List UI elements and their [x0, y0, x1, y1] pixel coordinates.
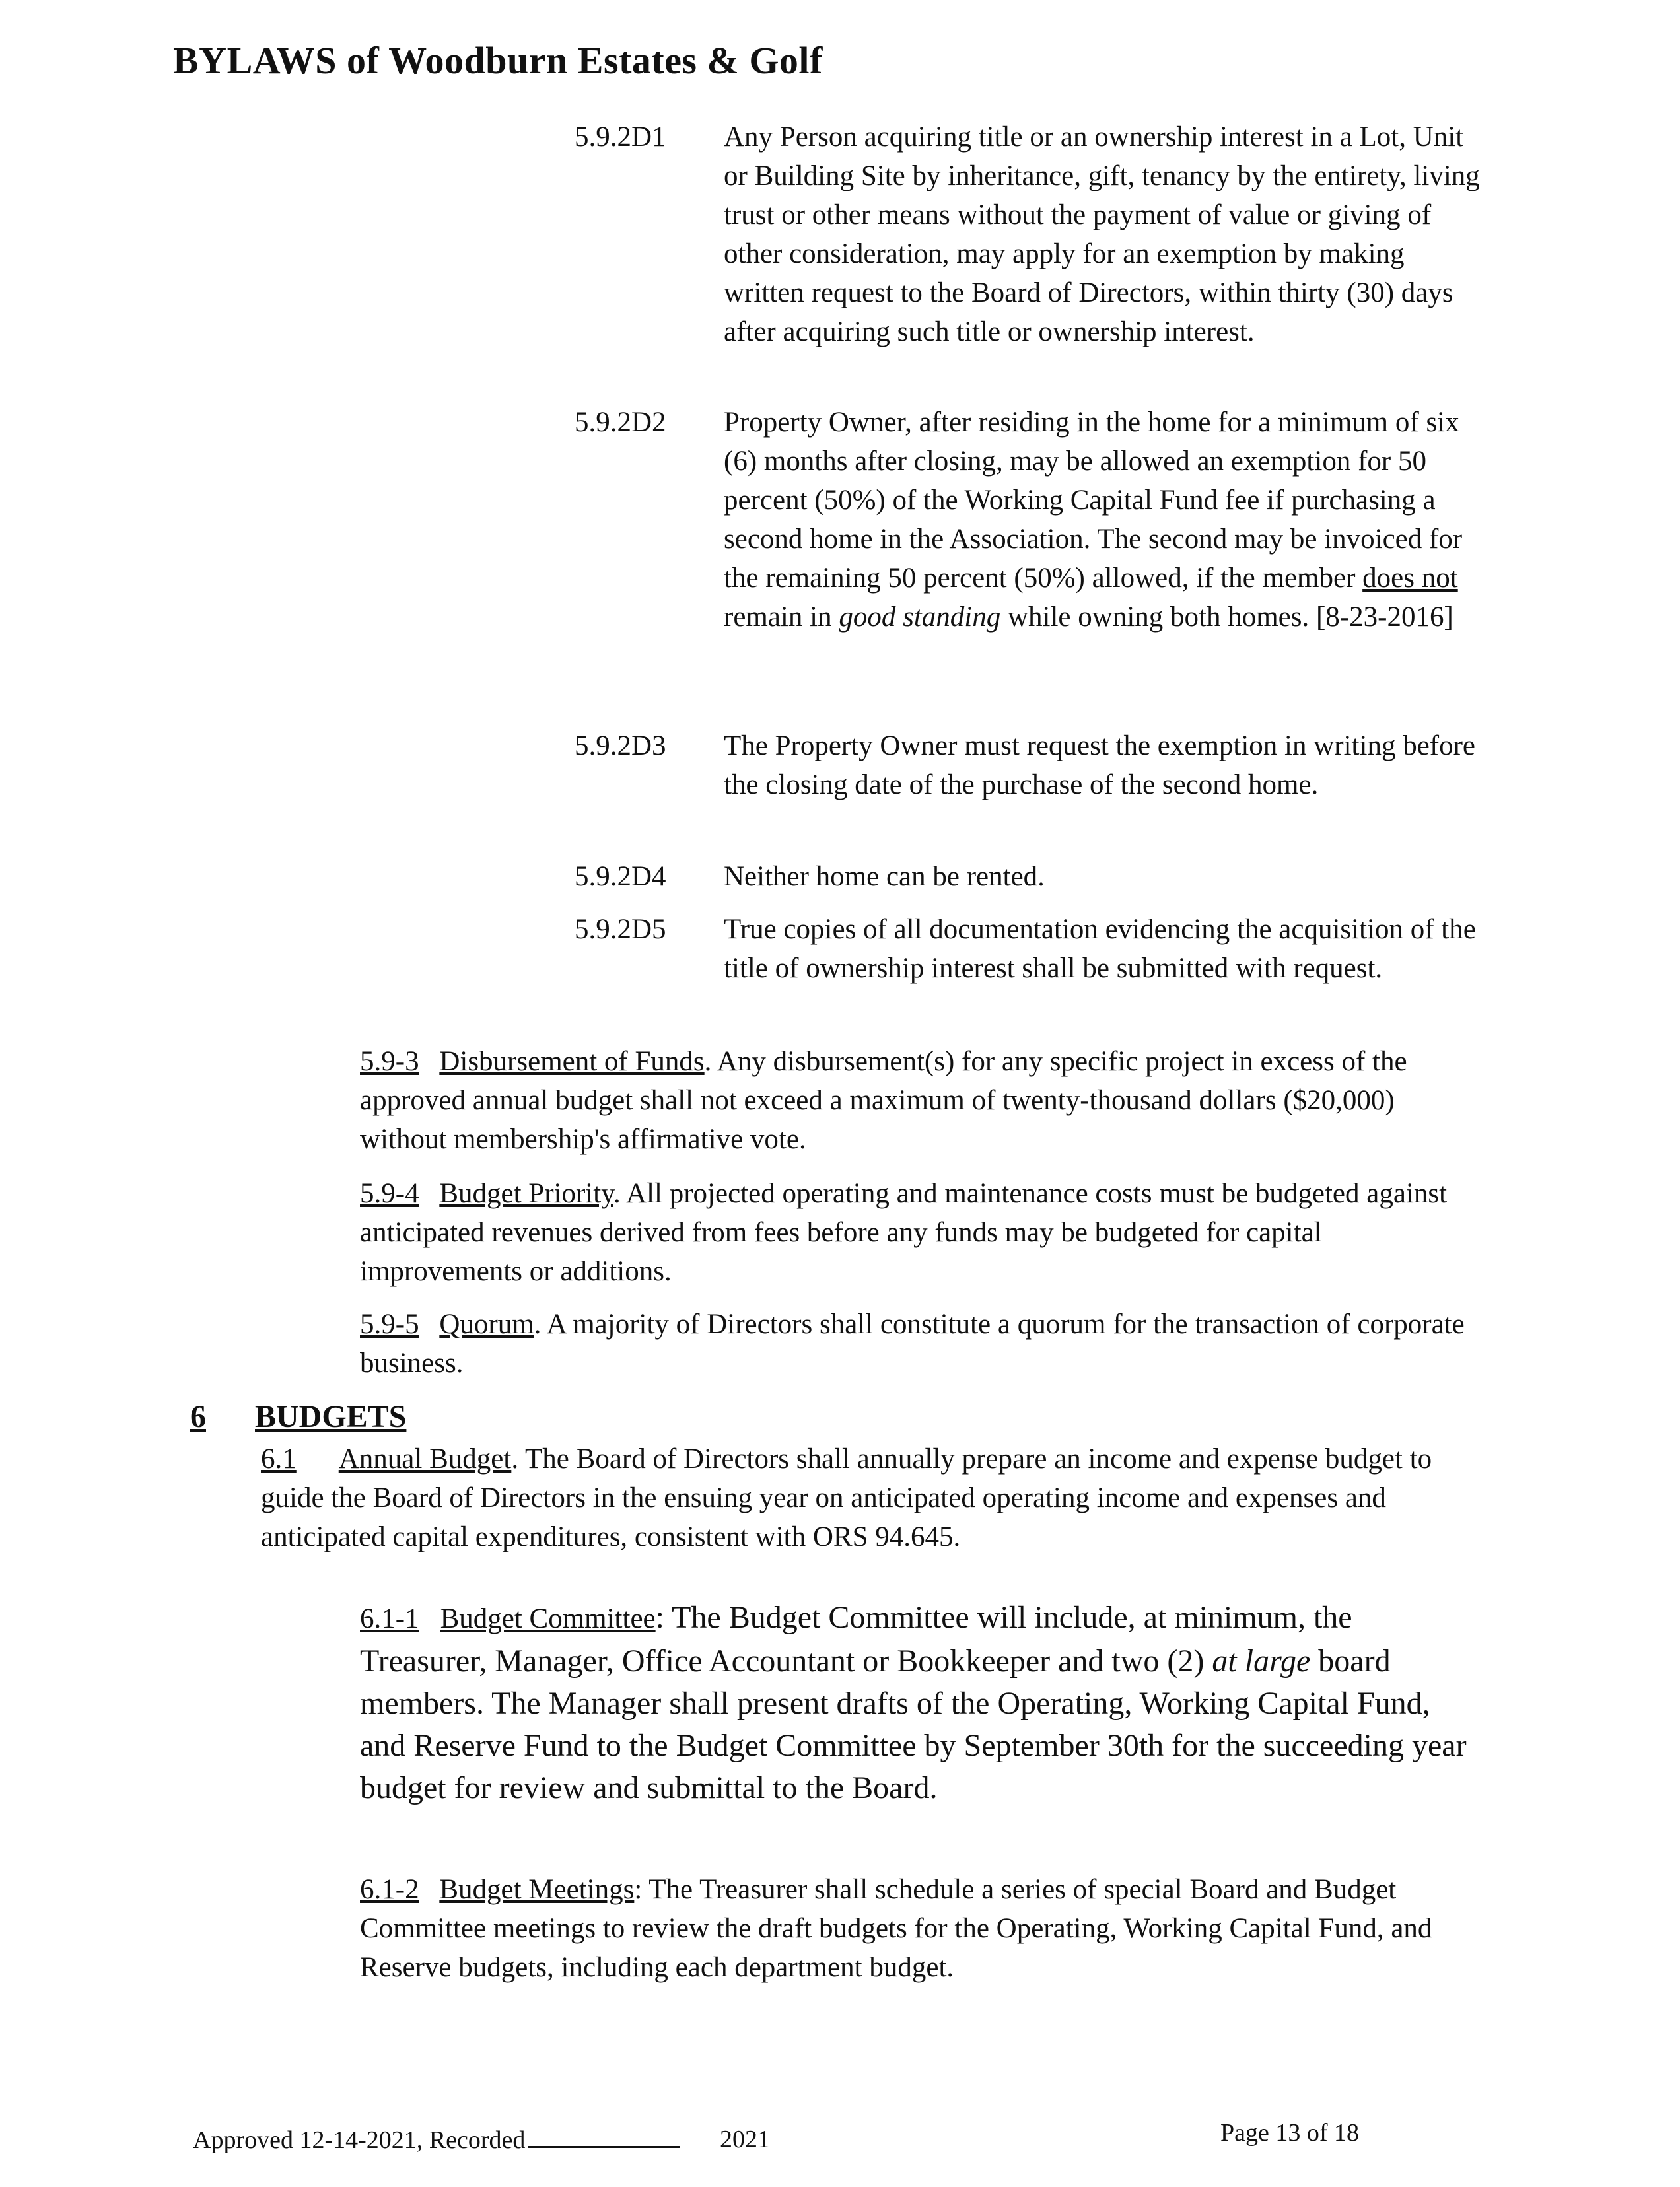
italic-phrase: good standing [839, 602, 1001, 633]
section-6-heading [190, 1399, 406, 1435]
subsection-5-9-2d1 [575, 118, 1486, 351]
section-5-9-5 [360, 1305, 1483, 1383]
subsection-number: 5.9.2D4 [575, 861, 666, 892]
subsection-5-9-2d2 [575, 403, 1486, 637]
section-6-1-1: 6.1-1 Budget Committee: The Budget Committee will include, at minimum, the Treasurer, Manager, Office Accountant or Bookkeeper and two (2) at large board members. The Manager shall present drafts of the Operating, Working Capital Fund, and Reserve Fund to the Budget Committee by September 30th for the succeeding year budget for review and submittal to the Board. [360, 1600, 1467, 1805]
section-6-1 [261, 1440, 1489, 1556]
subsection-5-9-2d5 [575, 910, 1486, 988]
subsection-number: 5.9.2D5 [575, 914, 666, 945]
subsection-text: True copies of all documentation evidencing the acquisition of the title of ownership interest shall be submitted with request. [724, 914, 1476, 984]
section-heading: Quorum [439, 1309, 534, 1340]
italic-phrase: at large [1212, 1644, 1311, 1679]
section-heading: Budget Committee [440, 1603, 656, 1634]
section-text: . All projected operating and maintenance costs must be budgeted against anticipated revenues derived from fees before any funds may be budgeted for capital improvements or additions. [360, 1178, 1448, 1287]
section-number: 6 [190, 1399, 206, 1434]
section-heading: Budget Meetings [439, 1874, 635, 1905]
section-heading: Budget Priority [439, 1178, 613, 1209]
subsection-text: The Property Owner must request the exemption in writing before the closing date of the purchase of the second home. [724, 730, 1476, 800]
subsection-number: 5.9.2D2 [575, 407, 666, 438]
section-6-1-2 [360, 1870, 1483, 1987]
subsection-number: 5.9.2D1 [575, 122, 666, 153]
section-number: 5.9-3 [360, 1046, 419, 1077]
section-5-9-4 [360, 1174, 1483, 1291]
underlined-phrase: does not [1362, 563, 1458, 594]
section-text: : The Treasurer shall schedule a series of special Board and Budget Committee meetings to review the draft budgets for the Operating, Working Capital Fund, and Reserve budgets, including each department budget. [360, 1874, 1432, 1983]
subsection-text: Neither home can be rented. [724, 861, 1045, 892]
section-text: . Any disbursement(s) for any specific project in excess of the approved annual budget shall not exceed a maximum of twenty-thousand dollars ($20,000) without membership's affirmative vote. [360, 1046, 1407, 1155]
recorded-blank-line [528, 2125, 680, 2148]
subsection-5-9-2d4 [575, 857, 1486, 896]
section-number: 6.1-2 [360, 1874, 419, 1905]
subsection-number: 5.9.2D3 [575, 730, 666, 761]
section-heading: Disbursement of Funds [439, 1046, 705, 1077]
section-title: BUDGETS [255, 1399, 407, 1434]
subsection-text: Any Person acquiring title or an ownership interest in a Lot, Unit or Building Site by inheritance, gift, tenancy by the entirety, living trust or other means without the payment of value or giving of other consideration, may apply for an exemption by making written request to the Board of Directors, within thirty (30) days after acquiring such title or ownership interest. [724, 122, 1480, 347]
section-heading: Annual Budget [338, 1443, 512, 1475]
footer-year: 2021 [720, 2126, 770, 2153]
page-number: Page 13 of 18 [1220, 2119, 1360, 2147]
section-text: . A majority of Directors shall constitute a quorum for the transaction of corporate business. [360, 1309, 1465, 1379]
subsection-5-9-2d3 [575, 726, 1486, 804]
section-text: . The Board of Directors shall annually prepare an income and expense budget to guide the Board of Directors in the ensuing year on anticipated operating income and expenses and anticipated capital expenditures, consistent with ORS 94.645. [261, 1443, 1432, 1552]
subsection-text: Property Owner, after residing in the home for a minimum of six (6) months after closing, may be allowed an exemption for 50 percent (50%) of the Working Capital Fund fee if purchasing a second home in the Association. The second may be invoiced for the remaining 50 percent (50%) allowed, if the member does not remain in good standing while owning both homes. [8-23-2016] [724, 407, 1463, 633]
section-number: 6.1-1 [360, 1603, 419, 1634]
footer-approved: Approved 12-14-2021, Recorded [193, 2125, 682, 2155]
section-number: 5.9-4 [360, 1178, 419, 1209]
page-title: BYLAWS of Woodburn Estates & Golf [173, 39, 823, 82]
section-number: 5.9-5 [360, 1309, 419, 1340]
section-number: 6.1 [261, 1443, 297, 1475]
section-5-9-3 [360, 1042, 1483, 1159]
